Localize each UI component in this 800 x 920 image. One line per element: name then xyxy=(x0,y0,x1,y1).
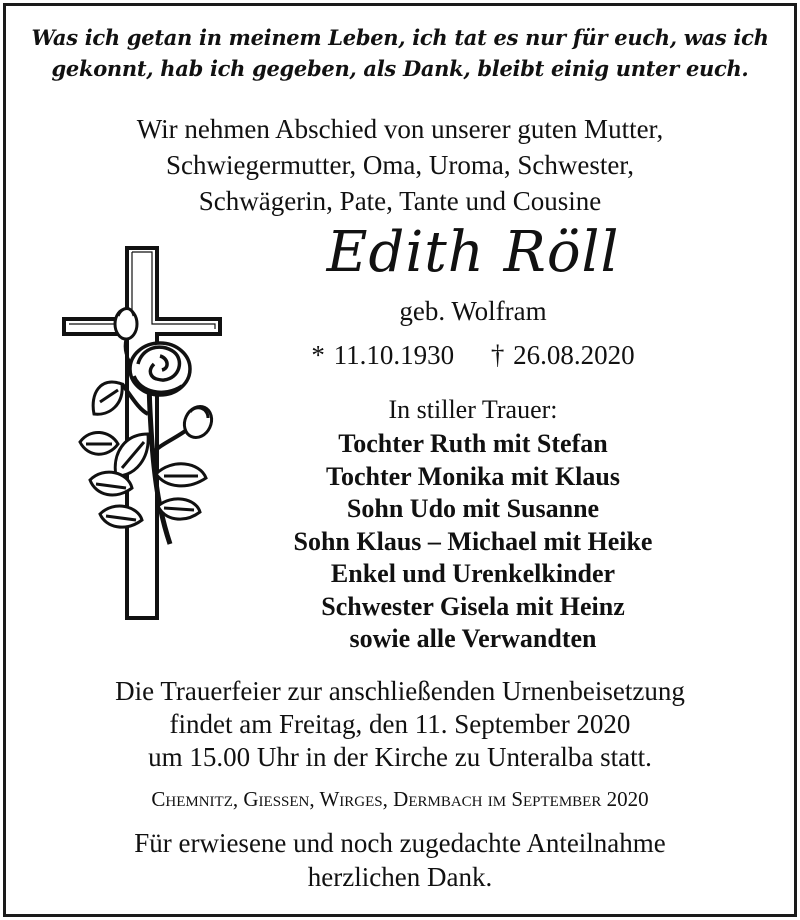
intro-line-1: Wir nehmen Abschied von unserer guten Mutter, xyxy=(136,114,664,144)
death-date: † 26.08.2020 xyxy=(490,340,635,370)
life-dates xyxy=(258,340,688,371)
mourning-label: In stiller Trauer: xyxy=(388,395,558,424)
ceremony-line-1: Die Trauerfeier zur anschließenden Urnenbeisetzung xyxy=(115,676,685,706)
motto-verse xyxy=(0,22,800,84)
family-member: Tochter Ruth mit Stefan xyxy=(338,429,608,458)
motto-line-1: Was ich getan in meinem Leben, ich tat es nur für euch, was ich xyxy=(31,25,769,50)
intro-line-2: Schwiegermutter, Oma, Uroma, Schwester, xyxy=(166,150,634,180)
ceremony-info xyxy=(0,675,800,774)
ceremony-line-2: findet am Freitag, den 11. September 2020 xyxy=(169,709,631,739)
deceased-name: Edith Röll xyxy=(326,220,620,285)
ceremony-line-3: um 15.00 Uhr in der Kirche zu Unteralba statt. xyxy=(148,742,652,772)
birth-name: geb. Wolfram xyxy=(399,296,547,326)
family-member: Schwester Gisela mit Heinz xyxy=(321,591,625,621)
family-member: Enkel und Urenkelkinder xyxy=(330,559,616,588)
intro-text xyxy=(0,111,800,219)
thanks-line-2: herzlichen Dank. xyxy=(307,862,493,892)
intro-line-3: Schwägerin, Pate, Tante und Cousine xyxy=(198,186,602,216)
family-list xyxy=(248,428,698,656)
motto-line-2: gekonnt, hab ich gegeben, als Dank, bleibt einig unter euch. xyxy=(51,56,749,81)
birth-date: * 11.10.1930 xyxy=(311,340,455,370)
thanks-note xyxy=(0,826,800,894)
cross-with-roses-icon xyxy=(60,244,230,624)
thanks-line-1: Für erwiesene und noch zugedachte Anteilnahme xyxy=(134,828,666,858)
family-member: Tochter Monika mit Klaus xyxy=(326,461,620,491)
family-member: Sohn Klaus – Michael mit Heike xyxy=(293,526,653,556)
family-member: Sohn Udo mit Susanne xyxy=(346,494,600,523)
family-member: sowie alle Verwandten xyxy=(349,624,597,653)
places-and-date: Chemnitz, Gießen, Wirges, Dermbach im September 2020 xyxy=(151,787,649,811)
